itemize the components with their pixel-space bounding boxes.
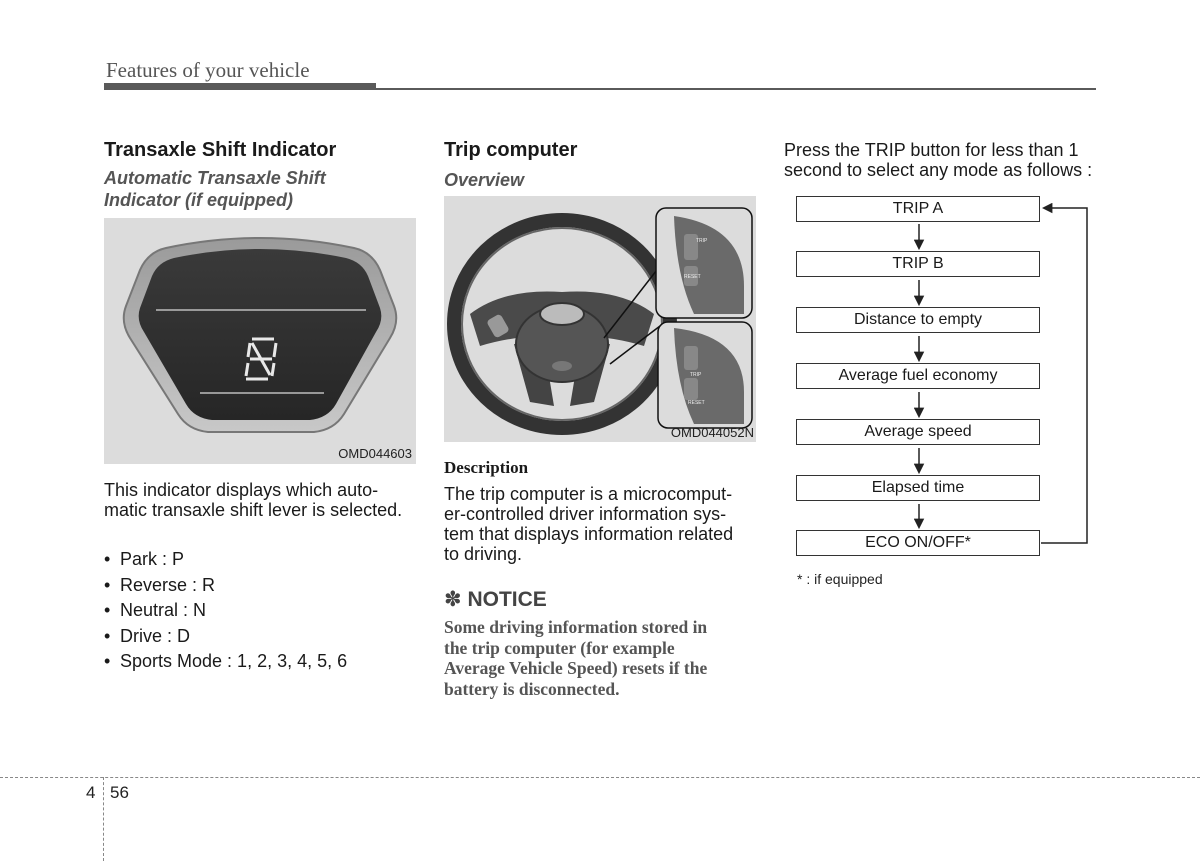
- trip-description-line: er-controlled driver information sys-: [444, 504, 727, 524]
- trip-description-line: to driving.: [444, 544, 523, 564]
- notice-line: Some driving information stored in: [444, 617, 708, 637]
- indicator-description-line1: This indicator displays which auto-: [104, 480, 379, 500]
- figure-code: OMD044052N: [670, 425, 754, 440]
- chapter-number: 4: [86, 783, 96, 802]
- page-header-title: Features of your vehicle: [106, 58, 310, 82]
- subheading-line2: Indicator (if equipped): [104, 190, 293, 210]
- flow-step-trip-b: TRIP B: [796, 251, 1040, 277]
- steering-wheel-illustration: [444, 196, 756, 442]
- shift-indicator-figure: [104, 218, 416, 464]
- reset-button-label: RESET: [684, 274, 701, 280]
- flow-intro-line2: second to select any mode as follows :: [784, 160, 1093, 180]
- reset-button-label-zoom: RESET: [688, 400, 705, 406]
- header-rule-thin: [376, 88, 1096, 90]
- flow-step-trip-a: TRIP A: [796, 196, 1040, 222]
- notice-icon: ✽: [444, 588, 462, 611]
- list-item: • Neutral : N: [104, 598, 416, 624]
- trip-button-label: TRIP: [696, 238, 708, 244]
- list-item: • Sports Mode : 1, 2, 3, 4, 5, 6: [104, 649, 416, 675]
- notice-line: Average Vehicle Speed) resets if the: [444, 658, 708, 678]
- list-item: • Reverse : R: [104, 573, 416, 599]
- subheading-line1: Automatic Transaxle Shift: [104, 168, 326, 188]
- flow-step-average-speed: Average speed: [796, 419, 1040, 445]
- footnote: * : if equipped: [797, 571, 883, 587]
- flow-step-elapsed-time: Elapsed time: [796, 475, 1040, 501]
- trip-button-label-zoom: TRIP: [690, 372, 702, 378]
- subheading-overview: Overview: [444, 170, 525, 190]
- description-heading: Description: [444, 458, 529, 477]
- trip-description-line: tem that displays information related: [444, 524, 734, 544]
- notice-line: battery is disconnected.: [444, 678, 620, 699]
- footer-divider: [103, 777, 104, 861]
- list-item: • Drive : D: [104, 624, 416, 650]
- shift-position-list: [104, 547, 416, 675]
- steering-wheel-figure: [444, 196, 756, 442]
- shift-indicator-illustration: [104, 218, 416, 464]
- header-rule-thick: [104, 83, 376, 90]
- footer-rule: [0, 777, 1200, 778]
- page-number: 56: [110, 783, 129, 802]
- notice-line: the trip computer (for example: [444, 637, 675, 658]
- flow-intro-line1: Press the TRIP button for less than 1: [784, 140, 1079, 160]
- flow-step-average-fuel-economy: Average fuel economy: [796, 363, 1040, 389]
- flow-step-eco-on-off: ECO ON/OFF*: [796, 530, 1040, 556]
- section-heading-trip-computer: Trip computer: [444, 139, 578, 161]
- notice-heading: [444, 587, 547, 612]
- list-item: • Park : P: [104, 547, 416, 573]
- section-heading-shift-indicator: Transaxle Shift Indicator: [104, 139, 337, 161]
- flow-step-distance-to-empty: Distance to empty: [796, 307, 1040, 333]
- figure-code: OMD044603: [338, 446, 412, 461]
- trip-description-line: The trip computer is a microcomput-: [444, 484, 733, 504]
- notice-title: NOTICE: [467, 588, 547, 611]
- indicator-description-line2: matic transaxle shift lever is selected.: [104, 500, 403, 520]
